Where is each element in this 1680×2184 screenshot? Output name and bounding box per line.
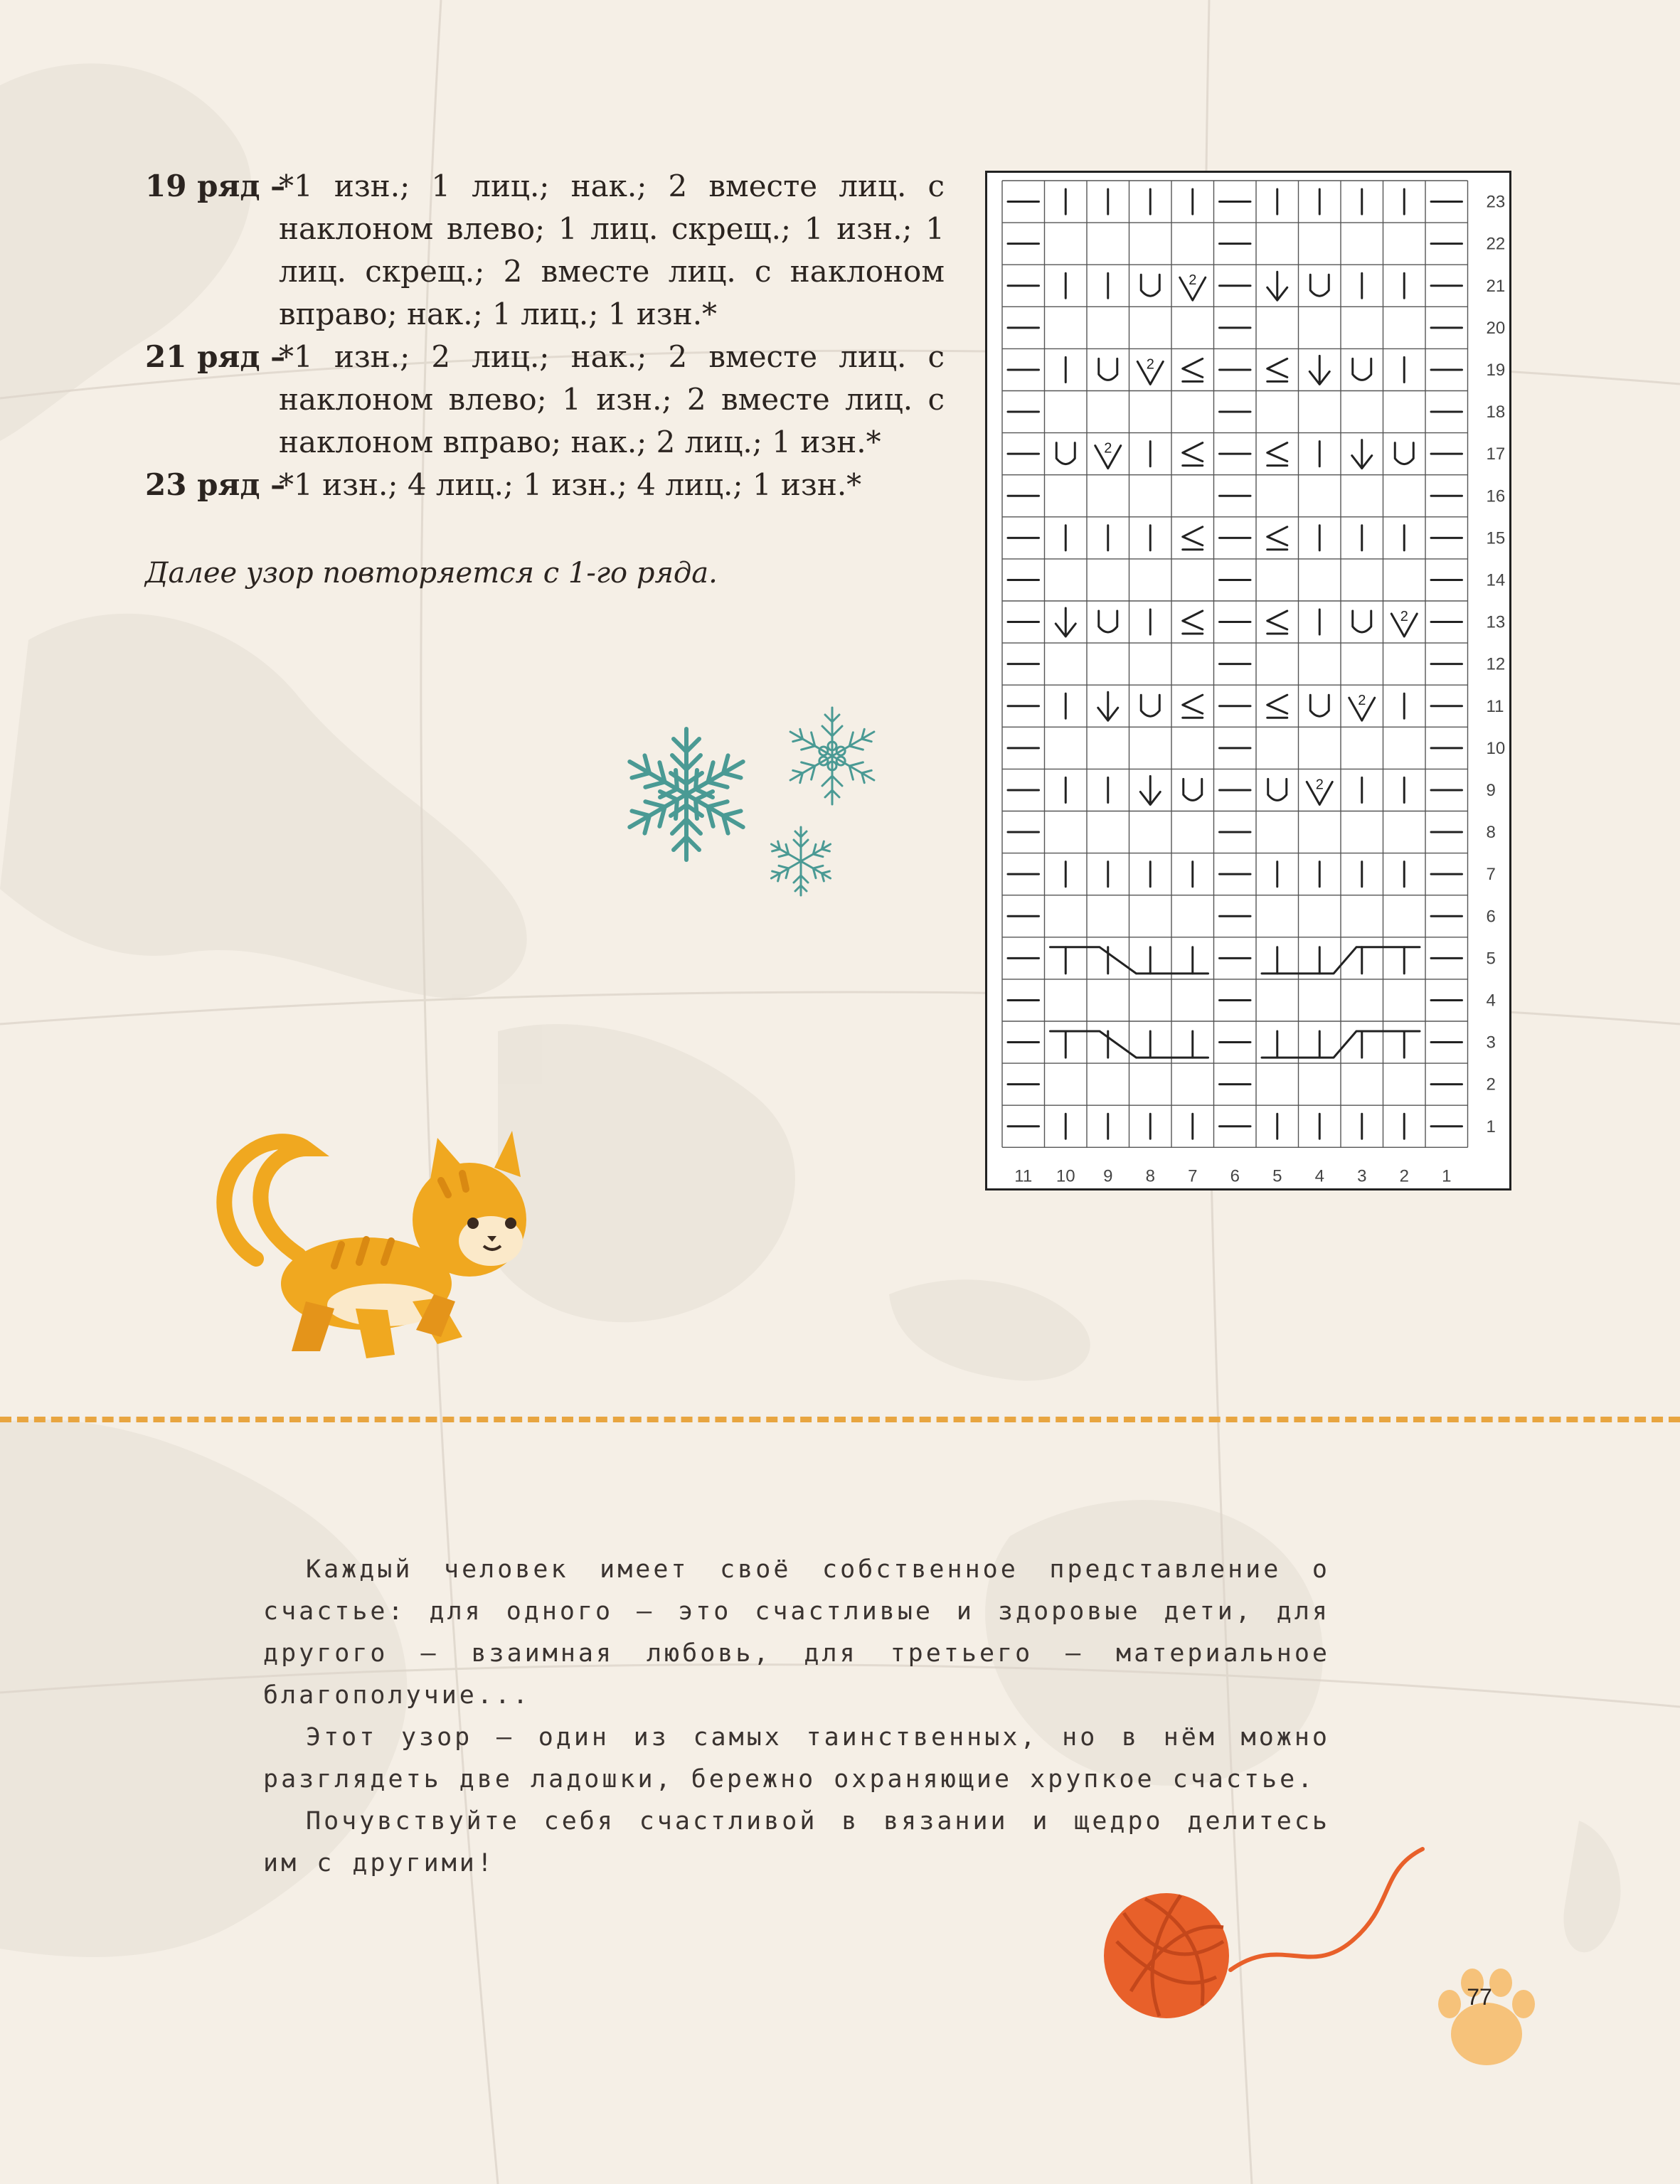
snowflake-icon <box>622 729 750 860</box>
instruction-row-19 <box>145 165 945 336</box>
knitting-chart <box>985 171 1511 1190</box>
row-number-label: 19 <box>1486 360 1506 380</box>
row-number-label: 9 <box>1486 780 1496 800</box>
column-number-label: 10 <box>1056 1166 1075 1186</box>
row-number-label: 5 <box>1486 949 1496 969</box>
column-number-label: 8 <box>1145 1166 1155 1186</box>
row-number-label: 10 <box>1486 738 1506 758</box>
column-number-label: 9 <box>1103 1166 1113 1186</box>
row-text: *1 изн.; 2 лиц.; нак.; 2 вместе лиц. с наклоном влево; 1 изн.; 2 вместе лиц. с наклоном вправо; нак.; 2 лиц.; 1 изн.* <box>279 339 945 459</box>
row-label: 23 ряд – <box>145 467 286 502</box>
instruction-row-23 <box>145 464 945 506</box>
snowflake-icon <box>767 827 834 895</box>
row-label: 21 ряд – <box>145 339 286 374</box>
column-number-label: 7 <box>1188 1166 1198 1186</box>
row-instructions <box>145 165 945 506</box>
story-paragraph: Этот узор – один из самых таинственных, но в нём можно разглядеть две ладошки, бережно охраняющие хрупкое счастье. <box>263 1723 1330 1794</box>
dashed-divider <box>0 1417 1680 1422</box>
row-number-label: 7 <box>1486 865 1496 885</box>
repeat-note: Далее узор повторяется с 1-го ряда. <box>145 557 718 590</box>
column-number-label: 3 <box>1357 1166 1367 1186</box>
row-number-label: 21 <box>1486 276 1506 296</box>
row-number-label: 8 <box>1486 823 1496 843</box>
story-paragraph: Каждый человек имеет своё собственное представление о счастье: для одного – это счастливые и здоровые дети, для другого – взаимная любовь, для третьего – материальное благополучие... <box>263 1555 1330 1710</box>
row-number-label: 2 <box>1486 1075 1496 1094</box>
story-paragraph: Почувствуйте себя счастливой в вязании и щедро делитесь им с другими! <box>263 1807 1330 1877</box>
snowflakes-illustration <box>612 693 896 907</box>
row-number-label: 3 <box>1486 1033 1496 1053</box>
cat-illustration <box>213 1124 548 1358</box>
row-label: 19 ряд – <box>145 169 286 203</box>
row-number-label: 23 <box>1486 192 1506 212</box>
paw-icon <box>1430 1963 1543 2077</box>
svg-text:2: 2 <box>1104 440 1112 457</box>
row-number-label: 14 <box>1486 570 1506 590</box>
row-number-label: 1 <box>1486 1117 1496 1136</box>
row-number-label: 22 <box>1486 234 1506 254</box>
row-number-label: 13 <box>1486 612 1506 632</box>
svg-text:2: 2 <box>1358 693 1366 709</box>
row-number-label: 18 <box>1486 403 1506 422</box>
row-number-label: 11 <box>1486 696 1504 716</box>
row-number-label: 20 <box>1486 318 1506 338</box>
svg-text:2: 2 <box>1189 272 1197 289</box>
column-number-label: 2 <box>1399 1166 1409 1186</box>
page-number: 77 <box>1467 1984 1492 2010</box>
row-number-label: 17 <box>1486 444 1506 464</box>
snowflake-icon <box>785 708 879 804</box>
row-number-label: 15 <box>1486 528 1506 548</box>
row-number-label: 12 <box>1486 654 1506 674</box>
row-number-label: 16 <box>1486 486 1506 506</box>
instruction-row-21 <box>145 336 945 464</box>
svg-text:2: 2 <box>1146 356 1154 373</box>
svg-text:2: 2 <box>1315 777 1324 793</box>
column-number-label: 4 <box>1314 1166 1324 1186</box>
svg-text:2: 2 <box>1400 609 1408 624</box>
column-number-label: 5 <box>1272 1166 1282 1186</box>
row-text: *1 изн.; 1 лиц.; нак.; 2 вместе лиц. с наклоном влево; 1 лиц. скрещ.; 1 изн.; 1 лиц. скрещ.; 2 вместе лиц. с наклоном вправо; нак.; 1 лиц.; 1 изн.* <box>279 169 945 331</box>
row-number-label: 6 <box>1486 907 1496 927</box>
column-number-label: 6 <box>1230 1166 1240 1186</box>
column-number-label: 11 <box>1014 1166 1033 1186</box>
yarn-ball-illustration <box>1095 1835 1437 2027</box>
knitting-chart-svg <box>985 171 1511 1190</box>
row-text: *1 изн.; 4 лиц.; 1 изн.; 4 лиц.; 1 изн.* <box>279 467 862 502</box>
column-number-label: 1 <box>1442 1166 1452 1186</box>
row-number-label: 4 <box>1486 991 1496 1011</box>
